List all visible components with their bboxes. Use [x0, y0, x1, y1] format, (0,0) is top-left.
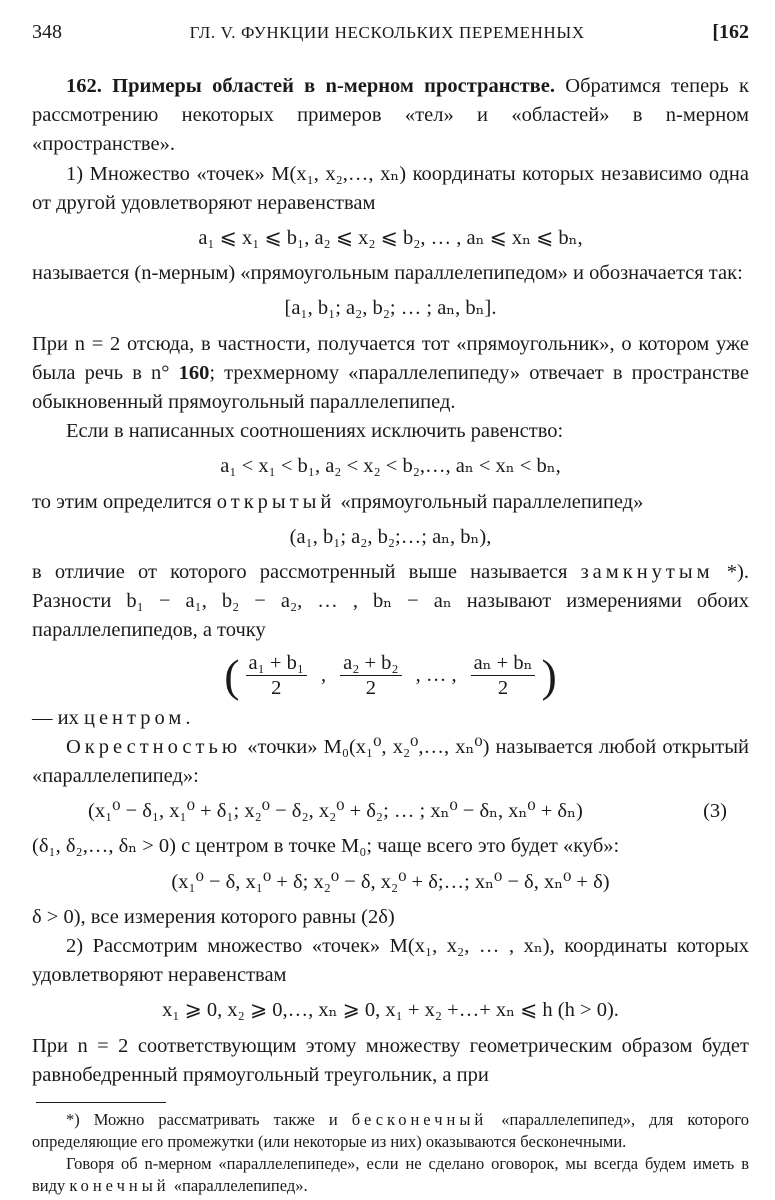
- formula-cube: (x₁⁰ − δ, x₁⁰ + δ; x₂⁰ − δ, x₂⁰ + δ;…; xₙ⁰ − δ, xₙ⁰ + δ): [171, 870, 610, 893]
- p7-text-a: — их: [32, 706, 84, 729]
- paragraph-12: При n = 2 соответствующим этому множеству геометрическим образом будет равнобедренный прямоугольный треугольник, а при: [32, 1034, 749, 1086]
- spaced-closed: замкнутым: [580, 561, 714, 584]
- fraction-2-num: a₂ + b₂: [340, 652, 401, 676]
- p3-text-b: ; трехмерному «параллелепипеду» отвечает в пространстве обыкновенный прямоугольный параллелепипед.: [32, 361, 749, 414]
- intro-paragraph: [32, 72, 749, 160]
- paragraph-2: называется (n-мерным) «прямоугольным параллелепипедом» и обозначается так:: [32, 262, 743, 285]
- fraction-3: [471, 652, 536, 700]
- p6-text-a: в отличие от которого рассмотренный выше называется: [32, 561, 581, 584]
- footnote-2: [32, 1153, 749, 1197]
- paragraph-7: [32, 704, 749, 733]
- spaced-neighborhood: Окрестностью: [66, 735, 242, 758]
- footnote-divider: [36, 1102, 166, 1103]
- fn2-text-a: Говоря об n-мерном «параллелепипеде», если не сделано оговорок, мы всегда будем иметь в виду: [32, 1154, 749, 1196]
- open-paren: (: [224, 649, 240, 701]
- close-paren: ): [541, 649, 557, 701]
- formula-3-number: (3): [703, 800, 727, 823]
- center-point-formula: ( $\frac{\text{a₁ + b₁}}{2}$ , $\frac{\text{a₂ + b₂}}{2}$ , … , $\frac{\text{aₙ + bₙ}}{2}$ ): [224, 649, 557, 701]
- p3-text-a: При n = 2 отсюда, в частности, получается тот «прямоугольник», о котором уже была речь в n°: [32, 332, 749, 384]
- p7-text-b: .: [185, 706, 191, 729]
- formula-open-inequalities: a₁ < x₁ < b₁, a₂ < x₂ < b₂,…, aₙ < xₙ < bₙ,: [220, 455, 561, 478]
- fraction-3-num: aₙ + bₙ: [471, 652, 536, 676]
- paragraph-1: 1) Множество «точек» M(x₁, x₂,…, xₙ) координаты которых независимо одна от другой удовлетворяют неравенствам: [32, 162, 749, 214]
- fraction-dots: , … ,: [415, 664, 457, 687]
- section-ref: 160: [178, 361, 210, 384]
- fn1-text-a: *) Можно рассматривать также и: [66, 1110, 352, 1130]
- fraction-2: [340, 652, 401, 700]
- p6-text-b: *). Разности b₁ − a₁, b₂ − a₂, … , bₙ − aₙ называют измерениями обоих параллелепипедов, а точку: [32, 561, 749, 642]
- page-number: 348: [32, 21, 62, 43]
- footnote-1: [32, 1109, 749, 1153]
- spaced-finite: конечный: [69, 1176, 170, 1196]
- formula-3: [32, 797, 749, 826]
- p8-text: «точки» M₀(x₁⁰, x₂⁰,…, xₙ⁰) называется любой открытый «параллелепипед»:: [32, 735, 749, 788]
- paragraph-3: [32, 330, 749, 418]
- fn1-text-b: «параллелепипед», для которого определяющие его промежутки (или некоторые из них) оказываются бесконечными.: [32, 1110, 749, 1152]
- spaced-center: центром: [83, 706, 186, 729]
- fraction-1: [246, 652, 307, 700]
- formula-simplex: x₁ ⩾ 0, x₂ ⩾ 0,…, xₙ ⩾ 0, x₁ + x₂ +…+ xₙ ⩽ h (h > 0).: [162, 999, 619, 1022]
- paragraph-4: Если в написанных соотношениях исключить равенство:: [66, 420, 564, 443]
- formula-3-body: (x₁⁰ − δ₁, x₁⁰ + δ₁; x₂⁰ − δ₂, x₂⁰ + δ₂; … ; xₙ⁰ − δₙ, xₙ⁰ + δₙ): [88, 800, 583, 823]
- intro-text: Обратимся теперь к рассмотрению некоторых примеров «тел» и «областей» в n-мерном «пространстве».: [32, 75, 750, 156]
- running-head: ГЛ. V. ФУНКЦИИ НЕСКОЛЬКИХ ПЕРЕМЕННЫХ: [189, 23, 585, 42]
- formula-closed-notation: [a₁, b₁; a₂, b₂; … ; aₙ, bₙ].: [284, 297, 497, 320]
- spaced-infinite: бесконечный: [351, 1110, 488, 1130]
- fraction-1-num: a₁ + b₁: [246, 652, 307, 676]
- formula-open-notation: (a₁, b₁; a₂, b₂;…; aₙ, bₙ),: [289, 525, 492, 548]
- paragraph-11: 2) Рассмотрим множество «точек» M(x₁, x₂, … , xₙ), координаты которых удовлетворяют неравенствам: [32, 935, 749, 987]
- section-title: 162. Примеры областей в n-мерном пространстве.: [66, 75, 555, 97]
- section-number: [162: [712, 21, 749, 43]
- paragraph-8: [32, 733, 749, 791]
- formula-closed-inequalities: a₁ ⩽ x₁ ⩽ b₁, a₂ ⩽ x₂ ⩽ b₂, … , aₙ ⩽ xₙ ⩽ bₙ,: [198, 227, 583, 250]
- fn2-text-b: «параллелепипед».: [169, 1176, 308, 1196]
- fraction-2-den: 2: [365, 676, 376, 699]
- spaced-open: открытый: [216, 490, 336, 513]
- page-header: [32, 18, 749, 50]
- paragraph-9: (δ₁, δ₂,…, δₙ > 0) с центром в точке M₀; чаще всего это будет «куб»:: [32, 835, 620, 858]
- paragraph-5: [32, 488, 749, 517]
- paragraph-6: [32, 558, 749, 646]
- p5-text-a: то этим определится: [32, 490, 217, 513]
- paragraph-10: δ > 0), все измерения которого равны (2δ): [32, 905, 395, 928]
- fraction-1-den: 2: [271, 676, 282, 699]
- p5-text-b: «прямоугольный параллелепипед»: [335, 490, 644, 513]
- fraction-3-den: 2: [497, 676, 509, 699]
